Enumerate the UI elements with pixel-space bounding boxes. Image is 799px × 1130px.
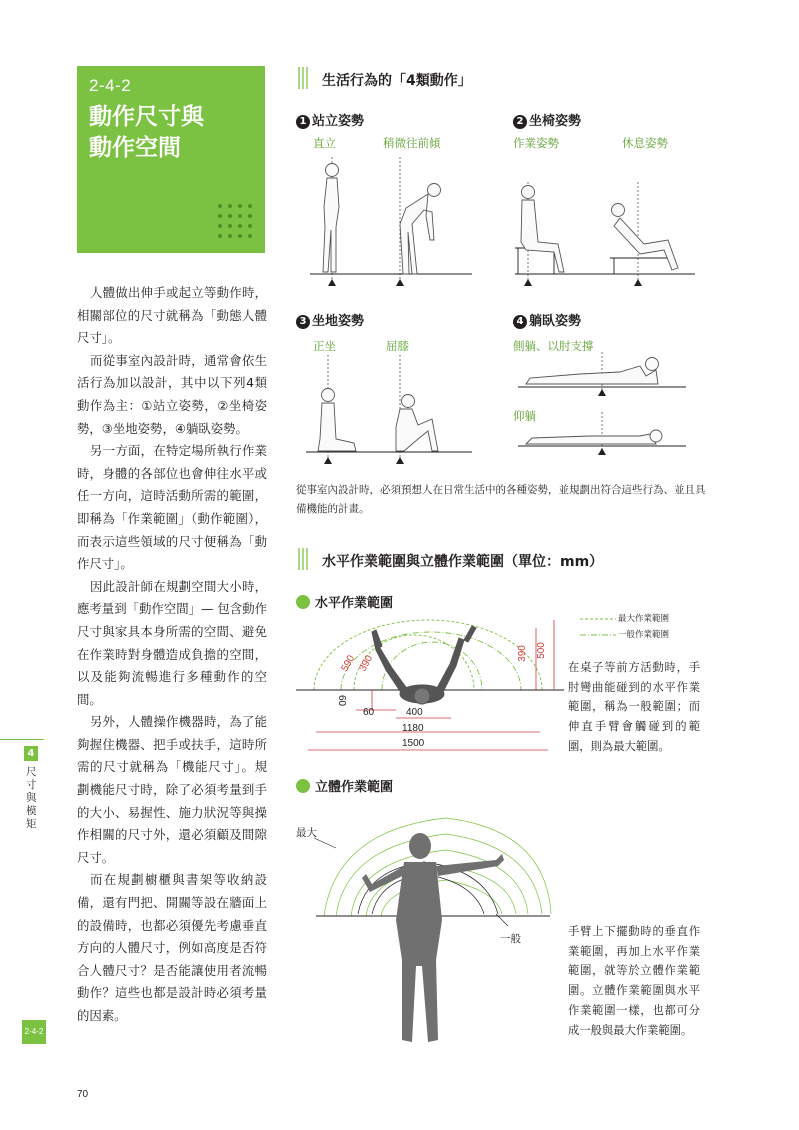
horizontal-range-diagram <box>296 610 566 755</box>
dim-label: 60 <box>336 694 348 707</box>
body-paragraph: 因此設計師在規劃空間大小時，應考量到「動作空間」— 包含動作尺寸與家具本身所需的空間、避免在作業時對身體造成負擔的空間，以及能夠流暢進行多種動作的空間。 <box>77 578 267 707</box>
horizontal-range-title: 水平作業範圍 <box>296 592 393 611</box>
posture-label: 休息姿勢 <box>622 136 668 150</box>
dim-label: 390 <box>516 645 528 662</box>
posture-label: 仰躺 <box>513 409 536 423</box>
dim-label: 400 <box>406 707 423 718</box>
vertical-label-max: 最大 <box>296 827 317 839</box>
posture-label: 正坐 <box>313 339 336 353</box>
decorative-dots <box>217 203 257 243</box>
dim-label: 60 <box>363 707 375 718</box>
section-number: 2-4-2 <box>89 76 132 95</box>
dim-label: 390 <box>357 653 376 674</box>
section2-heading: 水平作業範圍與立體作業範圍（單位：mm） <box>322 554 604 570</box>
body-paragraph: 另外，人體操作機器時，為了能夠握住機器、把手或扶手，這時所需的尺寸就稱為「機能尺寸」。規劃機能尺寸時，除了必須考量到手的大小、易握性、施力狀況等與操作相關的尺寸外，還必須顧及間隙尺寸。 <box>77 714 267 865</box>
body-paragraph: 而從事室內設計時，通常會依生活行為加以設計，其中以下列4類動作為主：①站立姿勢，②坐椅姿勢，③坐地姿勢，④躺臥姿勢。 <box>77 352 267 436</box>
section-bars-icon <box>297 548 310 570</box>
dim-label: 500 <box>535 642 547 659</box>
body-text <box>77 282 267 1028</box>
body-paragraph: 人體做出伸手或起立等動作時，相關部位的尺寸就稱為「動態人體尺寸」。 <box>77 285 267 346</box>
side-divider <box>0 739 44 740</box>
standing-postures-figure <box>296 152 486 292</box>
bullet-icon <box>296 779 310 793</box>
posture-floor-title: 3 坐地姿勢 <box>296 310 364 329</box>
legend-max-label: 最大作業範圍 <box>618 614 670 624</box>
horizontal-range-note: 在桌子等前方活動時，手肘彎曲能碰到的水平作業範圍，稱為一般範圍；而伸直手臂會觸碰到的範圍，則為最大範圍。 <box>568 661 700 753</box>
lying-postures-figure <box>510 352 700 462</box>
body-paragraph: 另一方面，在特定場所執行作業時，身體的各部位也會伸往水平或任一方向，這時活動所需的範圍，即稱為「作業範圍」（動作範圍），而表示這些領域的尺寸便稱為「動作尺寸」。 <box>77 443 267 572</box>
legend-max-line <box>580 617 616 621</box>
dim-label: 1500 <box>402 738 425 749</box>
section-title-box <box>77 66 265 253</box>
posture-label: 屈膝 <box>386 339 409 353</box>
section-title: 動作尺寸與 動作空間 <box>89 104 204 161</box>
legend-normal-line <box>580 633 616 637</box>
vertical-label-normal: 一般 <box>500 933 521 945</box>
chair-postures-figure <box>510 152 700 292</box>
posture-label: 直立 <box>313 136 336 150</box>
page-number: 70 <box>77 1089 89 1100</box>
section-tab[interactable]: 2-4-2 <box>22 1020 46 1044</box>
section-bars-icon <box>297 67 310 89</box>
bullet-icon <box>296 595 310 609</box>
section1-caption: 從事室內設計時，必須預想人在日常生活中的各種姿勢，並規劃出符合這些行為、並且具備機能的計畫。 <box>296 484 706 515</box>
posture-chair-title: 2 坐椅姿勢 <box>513 110 581 129</box>
vertical-range-note: 手臂上下擺動時的垂直作業範圍，再加上水平作業範圍，就等於立體作業範圍。立體作業範圍與水平作業範圍一樣，也都可分成一般與最大作業範圍。 <box>568 925 700 1037</box>
posture-lying-title: 4 躺臥姿勢 <box>513 310 581 329</box>
body-paragraph: 而在規劃櫥櫃與書架等收納設備，還有門把、開關等設在牆面上的設備時，也都必須優先考慮垂直方向的人體尺寸，例如高度是否符合人體尺寸？是否能讓使用者流暢動作？這些也都是設計時必須考量的因素。 <box>77 872 267 1023</box>
vertical-range-title: 立體作業範圍 <box>296 776 393 795</box>
dim-label: 590 <box>339 653 358 674</box>
legend-normal-label: 一般作業範圍 <box>618 630 670 640</box>
dim-label: 1180 <box>402 723 424 734</box>
chapter-tab-label[interactable]: 尺寸與模矩 <box>26 766 37 830</box>
posture-label: 作業姿勢 <box>513 136 559 150</box>
posture-label: 側躺、以肘支撐 <box>513 339 594 353</box>
section1-heading: 生活行為的「4類動作」 <box>322 73 472 89</box>
chapter-tab-number[interactable]: 4 <box>24 746 38 761</box>
posture-label: 稍微往前傾 <box>383 136 441 150</box>
floor-postures-figure <box>296 355 486 470</box>
posture-standing-title: 1 站立姿勢 <box>296 110 364 129</box>
